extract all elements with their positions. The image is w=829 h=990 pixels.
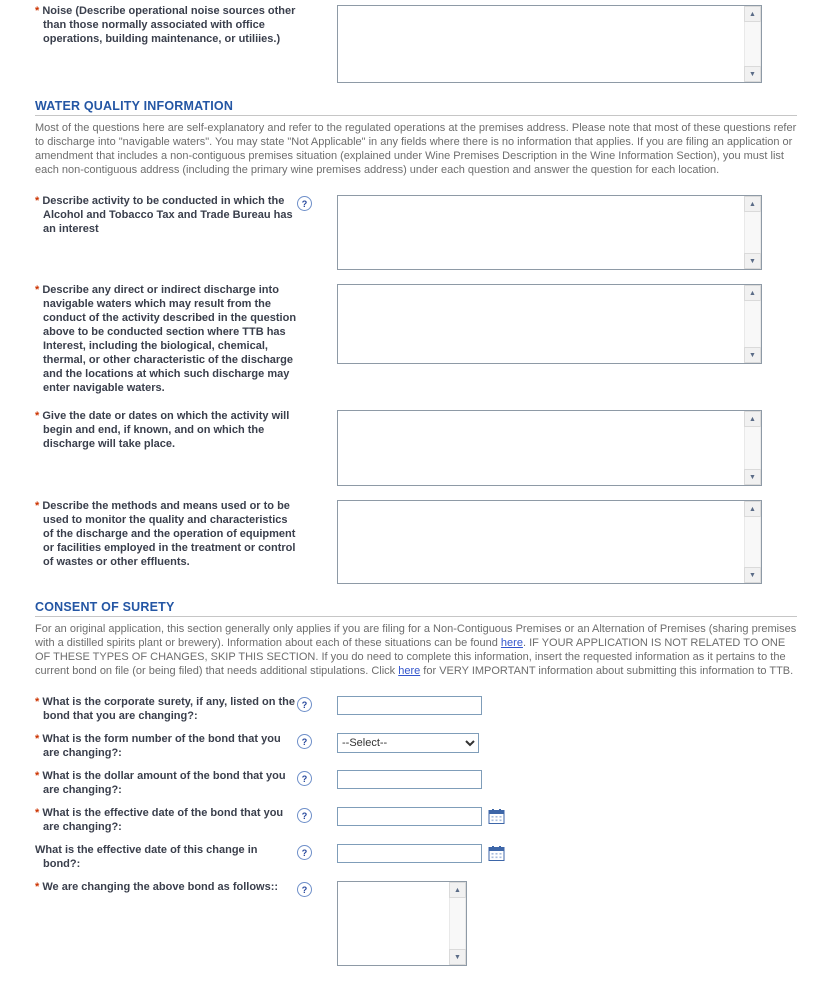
textarea-text[interactable] xyxy=(338,196,744,269)
textarea-text[interactable] xyxy=(338,501,744,583)
required-asterisk: * xyxy=(35,807,40,820)
bond-form-number-select[interactable] xyxy=(337,733,479,753)
form-row-wq-dates xyxy=(35,410,797,486)
corporate-surety-label xyxy=(35,696,297,724)
form-row-bond-form-number xyxy=(35,733,797,761)
textarea-text[interactable] xyxy=(338,6,744,82)
scroll-down-icon[interactable] xyxy=(744,469,761,485)
label-cell xyxy=(35,733,297,761)
icon-cell xyxy=(297,500,337,501)
textarea-text[interactable] xyxy=(338,411,744,485)
icon-cell xyxy=(297,881,337,897)
textarea-scrollbar[interactable] xyxy=(744,411,761,485)
bond-effective-date-label xyxy=(35,807,297,835)
icon-cell xyxy=(297,5,337,6)
consent-intro xyxy=(35,622,797,678)
consent-here-link-1[interactable]: here xyxy=(500,637,523,650)
required-asterisk: * xyxy=(35,500,40,513)
label-cell xyxy=(35,881,297,895)
help-icon[interactable]: ? xyxy=(297,845,312,860)
label-cell xyxy=(35,696,297,724)
required-asterisk: * xyxy=(35,5,40,17)
scroll-up-icon[interactable] xyxy=(744,501,761,517)
wq-dates-label xyxy=(35,410,297,452)
wq-discharge-textarea[interactable] xyxy=(337,284,762,364)
bond-change-textarea[interactable] xyxy=(337,881,467,966)
bond-form-number-label-text: What is the form number of the bond that you are changing?: xyxy=(42,733,281,760)
input-cell xyxy=(337,410,762,486)
noise-label-text: Noise (Describe operational noise sources other than those normally associated with office operations, building maintenance, or utiliies.) xyxy=(42,5,296,45)
scroll-down-icon[interactable] xyxy=(744,66,761,82)
input-cell xyxy=(337,807,505,826)
scrollbar-track[interactable] xyxy=(449,898,466,949)
scroll-down-icon[interactable] xyxy=(744,567,761,583)
textarea-scrollbar[interactable] xyxy=(744,196,761,269)
label-cell xyxy=(35,410,297,452)
scroll-up-icon[interactable] xyxy=(449,882,466,898)
textarea-text[interactable] xyxy=(338,882,449,965)
scrollbar-track[interactable] xyxy=(744,301,761,347)
scrollbar-track[interactable] xyxy=(744,427,761,469)
icon-cell xyxy=(297,284,337,285)
bond-dollar-amount-input[interactable] xyxy=(337,770,482,789)
change-effective-date-input[interactable] xyxy=(337,844,482,863)
consent-intro-part3: for VERY IMPORTANT information about submitting this information to TTB. xyxy=(420,665,794,678)
textarea-scrollbar[interactable] xyxy=(744,285,761,363)
change-effective-date-label xyxy=(35,844,297,872)
wq-methods-label-text: Describe the methods and means used or to be used to monitor the quality and characteristics of the discharge and the operation of equipment or facilities employed in the treatment or control of wastes or other effluents. xyxy=(42,500,296,568)
scroll-up-icon[interactable] xyxy=(744,285,761,301)
section-title-consent-of-surety: CONSENT OF SURETY xyxy=(35,600,175,615)
corporate-surety-label-text: What is the corporate surety, if any, listed on the bond that you are changing?: xyxy=(42,696,295,723)
bond-effective-date-input[interactable] xyxy=(337,807,482,826)
form-row-corporate-surety xyxy=(35,696,797,724)
wq-methods-textarea[interactable] xyxy=(337,500,762,584)
required-asterisk: * xyxy=(35,410,40,423)
input-cell xyxy=(337,733,479,753)
water-quality-intro: Most of the questions here are self-explanatory and refer to the regulated operations at the premises address. Please note that most of these questions refer to discharge into "navigable waters". You may state "Not Applicable" in any fields where there is no information that applies. If you are filing an application or amendment that includes a non-contiguous premises situation (explained under Wine Premises Description in the Wine Information Section), you must list each non-contiguous address (including the primary wine premises address) under each question and answer the question for each location. xyxy=(35,122,797,177)
input-cell xyxy=(337,844,505,863)
bond-effective-date-label-text: What is the effective date of the bond that you are changing?: xyxy=(42,807,284,834)
scrollbar-track[interactable] xyxy=(744,22,761,66)
consent-intro-part2: . IF YOUR APPLICATION IS NOT RELATED TO ONE OF THESE TYPES OF CHANGES, SKIP THIS SECTION. If you do need to complete this information, insert the requested information as it pertains to the current bond on file (or being filed) that needs additional stipulations. Click xyxy=(35,637,786,678)
scroll-up-icon[interactable] xyxy=(744,196,761,212)
bond-form-number-label xyxy=(35,733,297,761)
textarea-scrollbar[interactable] xyxy=(744,6,761,82)
calendar-icon[interactable] xyxy=(488,808,505,824)
calendar-icon[interactable] xyxy=(488,845,505,861)
section-divider xyxy=(35,115,797,116)
icon-cell xyxy=(297,195,337,211)
textarea-scrollbar[interactable] xyxy=(744,501,761,583)
bond-change-label xyxy=(35,881,297,895)
label-cell xyxy=(35,5,297,47)
input-cell xyxy=(337,770,482,789)
label-cell xyxy=(35,284,297,396)
wq-activity-textarea[interactable] xyxy=(337,195,762,270)
textarea-scrollbar[interactable] xyxy=(449,882,466,965)
wq-activity-label xyxy=(35,195,297,237)
date-field-group xyxy=(337,844,505,863)
label-cell xyxy=(35,807,297,835)
scroll-up-icon[interactable] xyxy=(744,6,761,22)
wq-discharge-label-text: Describe any direct or indirect discharge into navigable waters which may result from the conduct of the activity described in the question above to be conducted section where TTB has Interest, including the biological, chemical, thermal, or other characteristic of the discharge and the locations at which such discharge may enter navigable waters. xyxy=(42,284,297,395)
help-icon[interactable]: ? xyxy=(297,196,312,211)
icon-cell xyxy=(297,410,337,411)
scroll-down-icon[interactable] xyxy=(449,949,466,965)
wq-dates-label-text: Give the date or dates on which the activity will begin and end, if known, and on which the discharge will take place. xyxy=(42,410,290,450)
input-cell xyxy=(337,881,467,966)
label-cell xyxy=(35,195,297,237)
scroll-down-icon[interactable] xyxy=(744,253,761,269)
icon-cell xyxy=(297,733,337,749)
icon-cell xyxy=(297,696,337,712)
scrollbar-track[interactable] xyxy=(744,212,761,253)
consent-intro-part1: For an original application, this section generally only applies if you are filing for a Non-Contiguous Premises or an Alternation of Premises (sharing premises with a distilled spirits plant or brewery). Information about each of these situations can be found xyxy=(35,623,797,650)
section-divider xyxy=(35,616,797,617)
form-row-change-effective-date xyxy=(35,844,797,872)
help-icon[interactable]: ? xyxy=(297,882,312,897)
bond-change-label-text: We are changing the above bond as follows:: xyxy=(42,881,279,894)
form-row-noise xyxy=(35,5,797,83)
input-cell xyxy=(337,500,762,584)
required-asterisk: * xyxy=(35,733,40,746)
noise-question-label xyxy=(35,5,297,47)
noise-textarea[interactable] xyxy=(337,5,762,83)
required-asterisk: * xyxy=(35,195,40,208)
help-icon[interactable]: ? xyxy=(297,697,312,712)
wq-activity-label-text: Describe activity to be conducted in which the Alcohol and Tobacco Tax and Trade Bureau has an interest xyxy=(42,195,293,236)
form-row-bond-change xyxy=(35,881,797,966)
input-cell xyxy=(337,284,762,364)
input-cell xyxy=(337,5,762,83)
wq-dates-textarea[interactable] xyxy=(337,410,762,486)
date-field-group xyxy=(337,807,505,826)
form-row-wq-activity xyxy=(35,195,797,270)
input-cell xyxy=(337,696,482,715)
label-cell xyxy=(35,500,297,570)
section-title-water-quality: WATER QUALITY INFORMATION xyxy=(35,99,234,113)
help-icon[interactable]: ? xyxy=(297,771,312,786)
required-asterisk: * xyxy=(35,881,40,894)
wq-discharge-label xyxy=(35,284,297,396)
textarea-text[interactable] xyxy=(338,285,744,363)
consent-here-link-2[interactable]: here xyxy=(398,665,421,678)
corporate-surety-input[interactable] xyxy=(337,696,482,715)
wq-methods-label xyxy=(35,500,297,570)
icon-cell xyxy=(297,770,337,786)
scroll-down-icon[interactable] xyxy=(744,347,761,363)
help-icon[interactable]: ? xyxy=(297,734,312,749)
label-cell xyxy=(35,844,297,872)
icon-cell xyxy=(297,807,337,823)
form-row-bond-dollar-amount xyxy=(35,770,797,798)
help-icon[interactable]: ? xyxy=(297,808,312,823)
required-asterisk: * xyxy=(35,770,40,783)
change-effective-date-label-text: What is the effective date of this change in bond?: xyxy=(35,844,258,871)
required-asterisk: * xyxy=(35,696,40,709)
form-row-wq-methods xyxy=(35,500,797,584)
required-asterisk: * xyxy=(35,284,40,297)
icon-cell xyxy=(297,844,337,860)
input-cell xyxy=(337,195,762,270)
form-row-bond-effective-date xyxy=(35,807,797,835)
scrollbar-track[interactable] xyxy=(744,517,761,567)
form-row-wq-discharge xyxy=(35,284,797,396)
bond-dollar-amount-label xyxy=(35,770,297,798)
bond-dollar-amount-label-text: What is the dollar amount of the bond that you are changing?: xyxy=(42,770,286,797)
label-cell xyxy=(35,770,297,798)
scroll-up-icon[interactable] xyxy=(744,411,761,427)
